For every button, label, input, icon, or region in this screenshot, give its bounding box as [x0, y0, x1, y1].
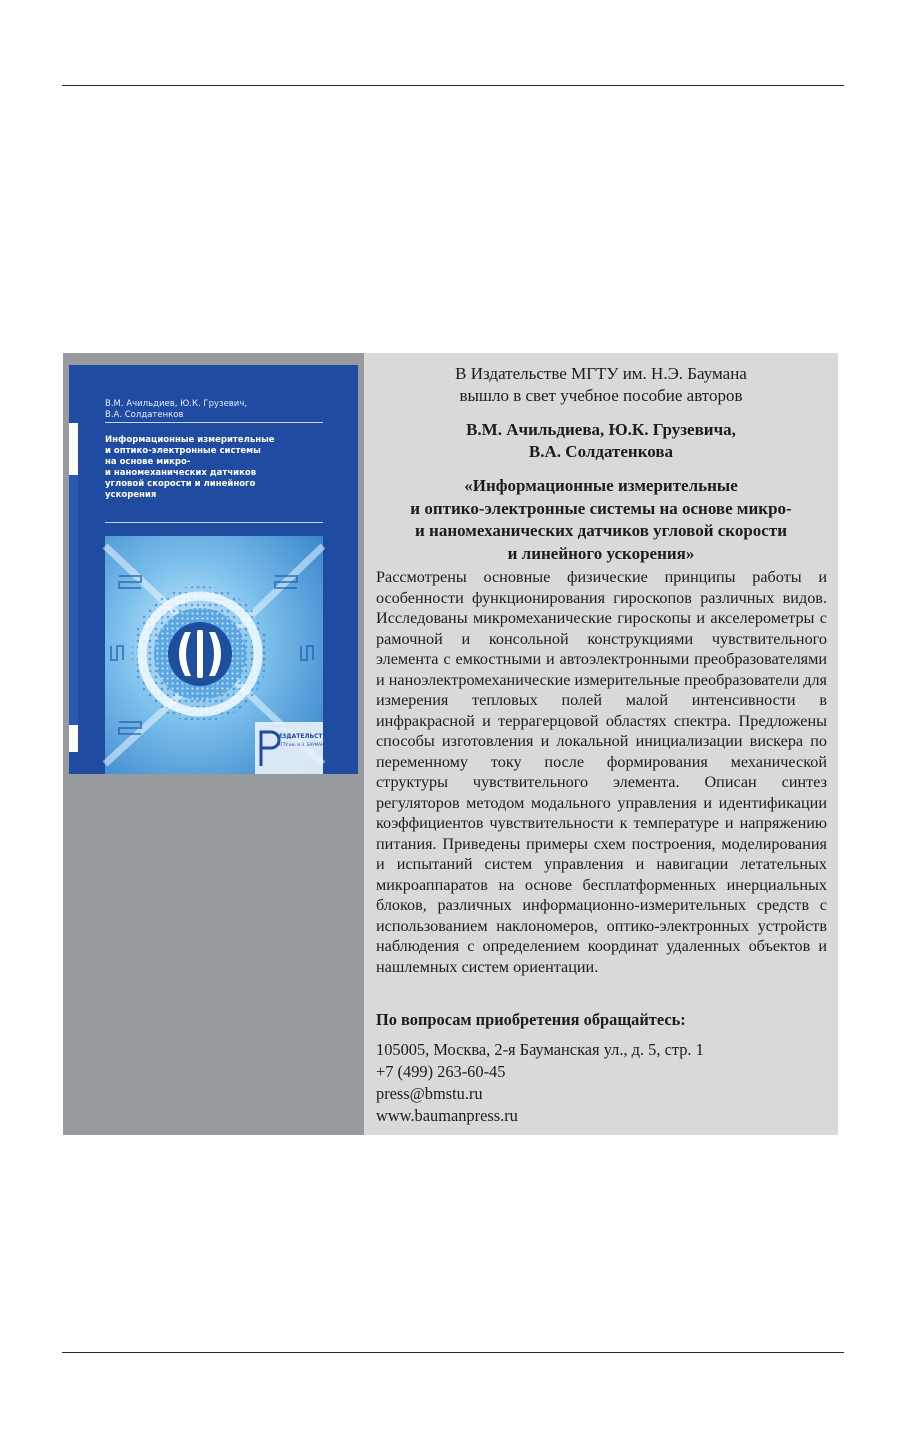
cover-title — [105, 435, 345, 501]
book-cover — [69, 365, 358, 774]
cover-author-line: В.М. Ачильдиев, Ю.К. Грузевич, — [105, 399, 248, 409]
cover-title-line: угловой скорости и линейного — [105, 479, 256, 489]
cover-title-line: ускорения — [105, 490, 157, 500]
book-title — [374, 475, 828, 565]
intro-line: вышло в свет учебное пособие авторов — [459, 386, 743, 405]
cover-title-line: на основе микро- — [105, 457, 191, 467]
contact-info — [376, 1039, 704, 1127]
author-line: В.А. Солдатенкова — [528, 442, 674, 461]
book-title-line: «Информационные измерительные — [464, 476, 738, 495]
book-announcement — [63, 353, 838, 1135]
bottom-rule — [62, 1352, 844, 1353]
book-title-line: и оптико-электронные системы на основе микро- — [410, 498, 792, 518]
cover-side-stripe-gap — [69, 475, 78, 725]
contact-email: press@bmstu.ru — [376, 1084, 483, 1103]
announcement-intro — [374, 363, 828, 407]
announcement-authors — [374, 419, 828, 463]
cover-authors — [105, 399, 345, 421]
cover-title-line: Информационные измерительные — [105, 435, 275, 445]
book-description: Рассмотрены основные физические принципы работы и особенности функционирования гироскопов различных видов. Исследованы микромеханические гироскопы и акселерометры с рамочной и консольной конструкциями чувствительного элемента с емкостными и автоэлектронными преобразователями и наноэлектромеханические измерительные преобразователи для измерения тепловых полей малой интенсивности в инфракрасной и террагерцовой областях спектра. Предложены способы изготовления и локальной инициализации вискера по переменному току после формирования механической структуры чувствительного элемента. Описан синтез регуляторов методом модального управления и идентификации коэффициентов чувствительности к температуре и напряжению питания. Приведены примеры схем построения, моделирования и испытаний систем управления и навигации летательных микроаппаратов на основе бесплатформенных инерциальных блоков, различных информационно-измерительных средств с использованием наклономеров, оптико-электронных устройств наблюдения с определением координат удаленных объектов и нашлемных систем ориентации. — [376, 568, 827, 976]
publisher-logo-text: ИЗДАТЕЛЬСТВО — [277, 733, 333, 740]
cover-divider — [105, 522, 323, 523]
cover-title-line: и оптико-электронные системы — [105, 446, 261, 456]
cover-title-line: и наномеханических датчиков — [105, 468, 257, 478]
contact-address: 105005, Москва, 2-я Бауманская ул., д. 5, стр. 1 — [376, 1040, 704, 1059]
contact-phone: +7 (499) 263-60-45 — [376, 1062, 506, 1081]
top-rule — [62, 85, 844, 86]
author-line: В.М. Ачильдиева, Ю.К. Грузевича, — [466, 420, 736, 439]
cover-divider — [105, 422, 323, 423]
book-title-line: и наномеханических датчиков угловой скорости — [415, 521, 787, 541]
intro-line: В Издательстве МГТУ им. Н.Э. Баумана — [455, 364, 747, 383]
cover-author-line: В.А. Солдатенков — [105, 410, 184, 420]
cover-illustration — [105, 536, 333, 774]
book-title-line: и линейного ускорения» — [507, 543, 695, 563]
contact-heading: По вопросам приобретения обращайтесь: — [376, 1010, 686, 1029]
contact-website: www.baumanpress.ru — [376, 1106, 518, 1125]
publisher-logo-subtext: МГТУ им. Н.Э. БАУМАНА — [277, 742, 327, 747]
